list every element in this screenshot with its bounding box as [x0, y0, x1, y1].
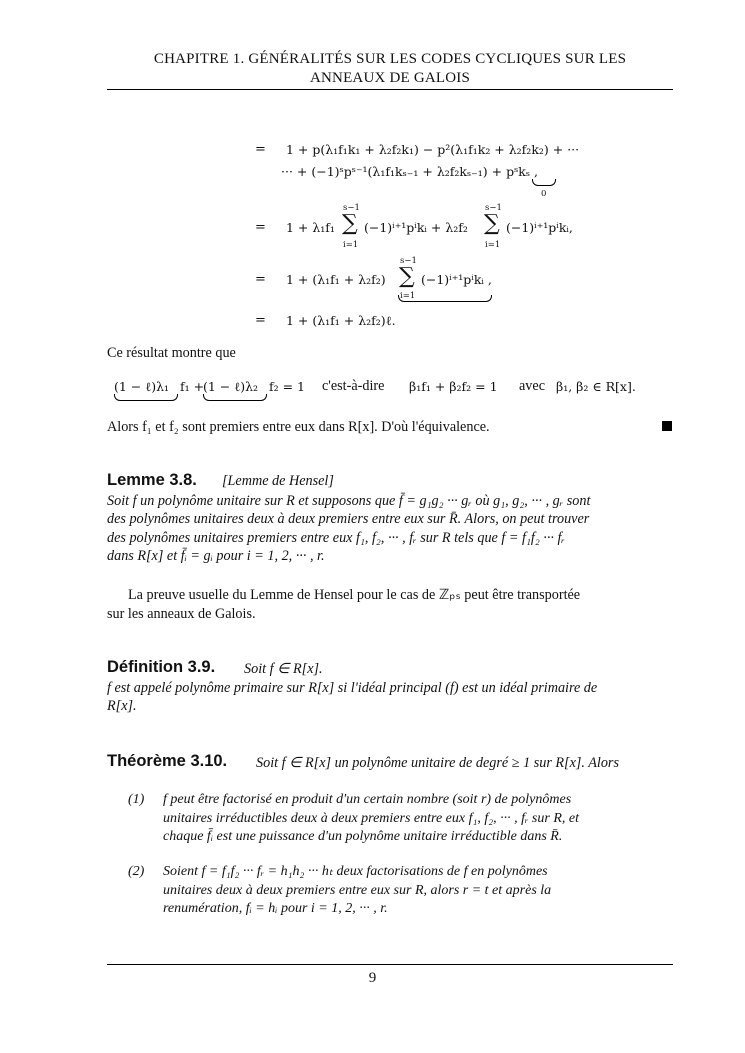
- theorem-item-1-line-3: chaque f̄ᵢ est une puissance d'un polynôme unitaire irréductible dans R̄.: [163, 829, 563, 844]
- theorem-item-1-line-2: unitaires irréductibles deux à deux premiers entre eux f₁, f₂, ··· , fᵣ sur R, et: [163, 811, 579, 826]
- eq2-sum1-top: s−1: [343, 203, 360, 213]
- bezout-term-3: (1 − ℓ)λ₂: [203, 379, 259, 394]
- theorem-title: Théorème 3.10.: [107, 752, 228, 770]
- bezout-brace-1: [114, 394, 178, 401]
- theorem-item-1-number: (1): [128, 792, 145, 807]
- result-sentence: Ce résultat montre que: [107, 345, 236, 361]
- eq2-part-a: 1 + λ₁f₁: [286, 220, 335, 235]
- eq3-sum-bottom: i=1: [400, 291, 416, 301]
- bezout-term-2: f₁ +: [180, 379, 205, 394]
- bezout-term-1: (1 − ℓ)λ₁: [114, 379, 170, 394]
- lemma-line-4: dans R[x] et f̄ᵢ = gᵢ pour i = 1, 2, ··· , r.: [107, 548, 325, 564]
- eq4-body: 1 + (λ₁f₁ + λ₂f₂)ℓ.: [286, 313, 396, 328]
- lemma-subtitle: [Lemme de Hensel]: [222, 473, 334, 489]
- theorem-item-2-line-1: Soient f = f₁f₂ ··· fᵣ = h₁h₂ ··· hₜ deux factorisations de f en polynômes: [163, 864, 548, 879]
- bezout-term-5: β₁f₁ + β₂f₂ = 1: [409, 379, 498, 394]
- eq4-sign: =: [255, 313, 266, 328]
- theorem-item-1-line-1: f peut être factorisé en produit d'un certain nombre (soit r) de polynômes: [163, 792, 572, 807]
- theorem-item-2-number: (2): [128, 864, 145, 879]
- proof-line-2: sur les anneaux de Galois.: [107, 606, 256, 622]
- eq3-sum-symbol: ∑: [399, 264, 415, 289]
- eq1-sign: =: [255, 142, 266, 157]
- eq1-line2: ··· + (−1)ˢpˢ⁻¹(λ₁f₁kₛ₋₁ + λ₂f₂kₛ₋₁) + pˢkₛ ,: [281, 164, 539, 179]
- eq1-line1: 1 + p(λ₁f₁k₁ + λ₂f₂k₁) − p²(λ₁f₁k₂ + λ₂f₂k₂) + ···: [286, 142, 580, 157]
- eq1-underbrace: [532, 179, 556, 186]
- footer-rule: [107, 964, 673, 965]
- eq3-part-a: 1 + (λ₁f₁ + λ₂f₂): [286, 272, 386, 287]
- bezout-cad: c'est-à-dire: [322, 378, 385, 394]
- header-line-2: ANNEAUX DE GALOIS: [309, 70, 471, 86]
- lemma-line-3: des polynômes unitaires premiers entre eux f₁, f₂, ··· , fᵣ sur R tels que f = f₁f₂ ··· fᵣ: [107, 530, 565, 546]
- eq3-underbrace: [398, 295, 492, 302]
- bezout-term-6: β₁, β₂ ∈ R[x].: [556, 379, 636, 394]
- header-line-1: CHAPITRE 1. GÉNÉRALITÉS SUR LES CODES CYCLIQUES SUR LES: [153, 51, 627, 67]
- definition-title: Définition 3.9.: [107, 658, 216, 676]
- eq2-sum2-symbol: ∑: [484, 211, 500, 236]
- bezout-term-4: f₂ = 1: [269, 379, 306, 394]
- page-number: 9: [368, 970, 377, 986]
- eq2-sum1-bottom: i=1: [343, 240, 359, 250]
- lemma-line-2: des polynômes unitaires deux à deux premiers entre eux sur R̄. Alors, on peut trouver: [107, 511, 590, 527]
- eq3-sign: =: [255, 272, 266, 287]
- alors-sentence: Alors f₁ et f₂ sont premiers entre eux dans R[x]. D'où l'équivalence.: [107, 419, 490, 435]
- eq2-part-b: (−1)ⁱ⁺¹pⁱkᵢ + λ₂f₂: [364, 220, 468, 235]
- eq2-sum2-bottom: i=1: [485, 240, 501, 250]
- theorem-subtitle: Soit f ∈ R[x] un polynôme unitaire de degré ≥ 1 sur R[x]. Alors: [256, 755, 619, 771]
- eq2-part-c: (−1)ⁱ⁺¹pⁱkᵢ,: [506, 220, 573, 235]
- proof-line-1: La preuve usuelle du Lemme de Hensel pour le cas de ℤₚₛ peut être transportée: [128, 587, 581, 603]
- theorem-item-2-line-3: renumération, fᵢ = hᵢ pour i = 1, 2, ··· , r.: [163, 901, 388, 916]
- theorem-item-2-line-2: unitaires deux à deux premiers entre eux sur R, alors r = t et après la: [163, 883, 552, 898]
- eq3-part-b: (−1)ⁱ⁺¹pⁱkᵢ ,: [421, 272, 492, 287]
- lemma-line-1: Soit f un polynôme unitaire sur R et supposons que f̄ = g₁g₂ ··· gᵣ où g₁, g₂, ··· , gᵣ sont: [107, 493, 591, 509]
- bezout-brace-2: [203, 394, 267, 401]
- eq2-sum2-top: s−1: [485, 203, 502, 213]
- eq2-sign: =: [255, 220, 266, 235]
- eq1-underbrace-label: 0: [541, 189, 547, 199]
- qed-icon: [662, 421, 672, 431]
- running-header: [107, 50, 673, 88]
- bezout-avec: avec: [519, 378, 545, 394]
- eq3-sum-top: s−1: [400, 256, 417, 266]
- definition-line-1: f est appelé polynôme primaire sur R[x] si l'idéal principal (f) est un idéal primaire de: [107, 680, 598, 696]
- definition-line-2: R[x].: [107, 698, 137, 714]
- lemma-title: Lemme 3.8.: [107, 471, 197, 489]
- header-rule: [107, 89, 673, 90]
- definition-subtitle: Soit f ∈ R[x].: [244, 661, 323, 677]
- eq2-sum1-symbol: ∑: [342, 211, 358, 236]
